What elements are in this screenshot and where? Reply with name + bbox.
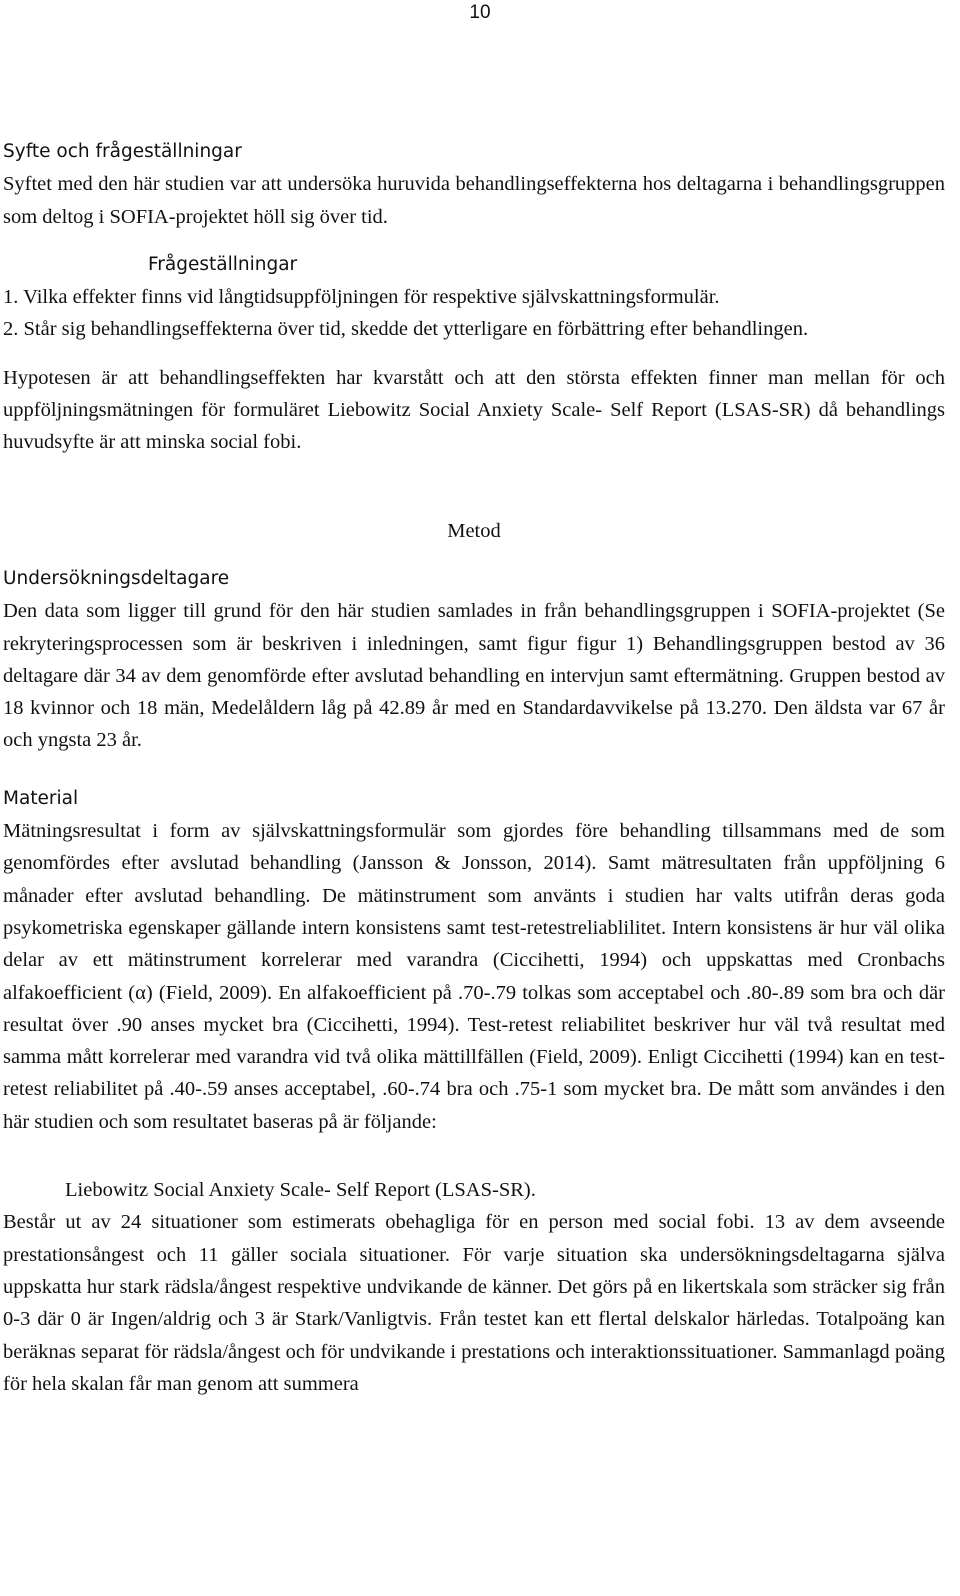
page-number: 10: [469, 2, 491, 23]
section-heading-metod: Metod: [447, 519, 501, 542]
spacer: [3, 757, 945, 783]
question-1: 1. Vilka effekter finns vid långtidsuppföljningen för respektive självskattningsformulär.: [3, 286, 720, 309]
subheading-fragestallningar: Frågeställningar: [148, 253, 298, 275]
deltagare-paragraph: Den data som ligger till grund för den här studien samlades in från behandlingsgruppen i SOFIA-projektet (Se rekryteringsprocessen som är beskriven i inledningen, samt figur figur 1) Behandlingsgruppen bestod av 36 deltagare där 34 av dem genomförde efter avslutad behandling en intervjun samt eftermätning. Gruppen bestod av 18 kvinnor och 18 män, Medelåldern låg på 42.89 år med en Standardavvikelse på 13.270. Den äldsta var 67 år och yngsta 23 år.: [3, 600, 945, 752]
spacer: [3, 346, 945, 362]
section-heading-syfte: Syfte och frågeställningar: [3, 141, 242, 162]
syfte-paragraph: Syftet med den här studien var att undersöka huruvida behandlingseffekterna hos deltagarna i behandlingsgruppen som deltog i SOFIA-projektet höll sig över tid.: [3, 173, 945, 228]
subheading-material: Material: [3, 787, 79, 809]
document-body: [3, 136, 945, 1400]
hypotes-paragraph: Hypotesen är att behandlingseffekten har kvarstått och att den största effekten finner man mellan för och uppföljningsmätningen för formuläret Liebowitz Social Anxiety Scale- Self Report (LSAS-SR) då behandlings huvudsyfte är att minska social fobi.: [3, 366, 945, 454]
spacer: [3, 547, 945, 563]
spacer: [3, 233, 945, 249]
subheading-undersokningsdeltagare: Undersökningsdeltagare: [3, 567, 230, 589]
lsas-paragraph: Består ut av 24 situationer som estimerats obehagliga för en person med social fobi. 13 av dem avseende prestationsångest och 11 gäller sociala situationer. För varje situation ska undersökningsdeltagarna själva uppskatta hur stark rädsla/ångest respektive undvikande de känner. Det görs på en likertskala som sträcker sig från 0-3 där 0 är Ingen/aldrig och 3 är Stark/Vanligtvis. Från testet kan ett flertal delskalor härledas. Totalpoäng kan beräknas separat för rädsla/ångest och för undvikande i prestations och interaktionssituationer. Sammanlagd poäng för hela skalan får man genom att summera: [3, 1211, 945, 1395]
spacer: [3, 1138, 945, 1174]
spacer: [3, 459, 945, 515]
question-2: 2. Står sig behandlingseffekterna över tid, skedde det ytterligare en förbättring efter behandlingen.: [3, 318, 809, 341]
subheading-lsas: Liebowitz Social Anxiety Scale- Self Report (LSAS-SR).: [65, 1179, 536, 1202]
material-paragraph: Mätningsresultat i form av självskattningsformulär som gjordes före behandling tillsammans med de som genomfördes efter avslutad behandling (Jansson & Jonsson, 2014). Samt mätresultaten från uppföljning 6 månader efter avslutad behandling. De mätinstrument som använts i studien har valts utifrån deras goda psykometriska egenskaper gällande intern konsistens samt test-retestreliablilitet. Intern konsistens är hur väl olika delar av ett mätinstrument korrelerar med varandra (Ciccihetti, 1994) och uppskattas med Cronbachs alfakoefficient (α) (Field, 2009). En alfakoefficient på .70-.79 tolkas som acceptabel och .80-.89 som bra och där resultat över .90 anses mycket bra (Ciccihetti, 1994). Test-retest reliabilitet beskriver hur väl två resultat med samma mått korrelerar med varandra vid två olika mättillfällen (Field, 2009). Enligt Ciccihetti (1994) kan en test-retest reliabilitet på .40-.59 anses acceptabel, .60-.74 bra och .75-1 som mycket bra. De mått som användes i den här studien och som resultatet baseras på är följande:: [3, 820, 945, 1133]
